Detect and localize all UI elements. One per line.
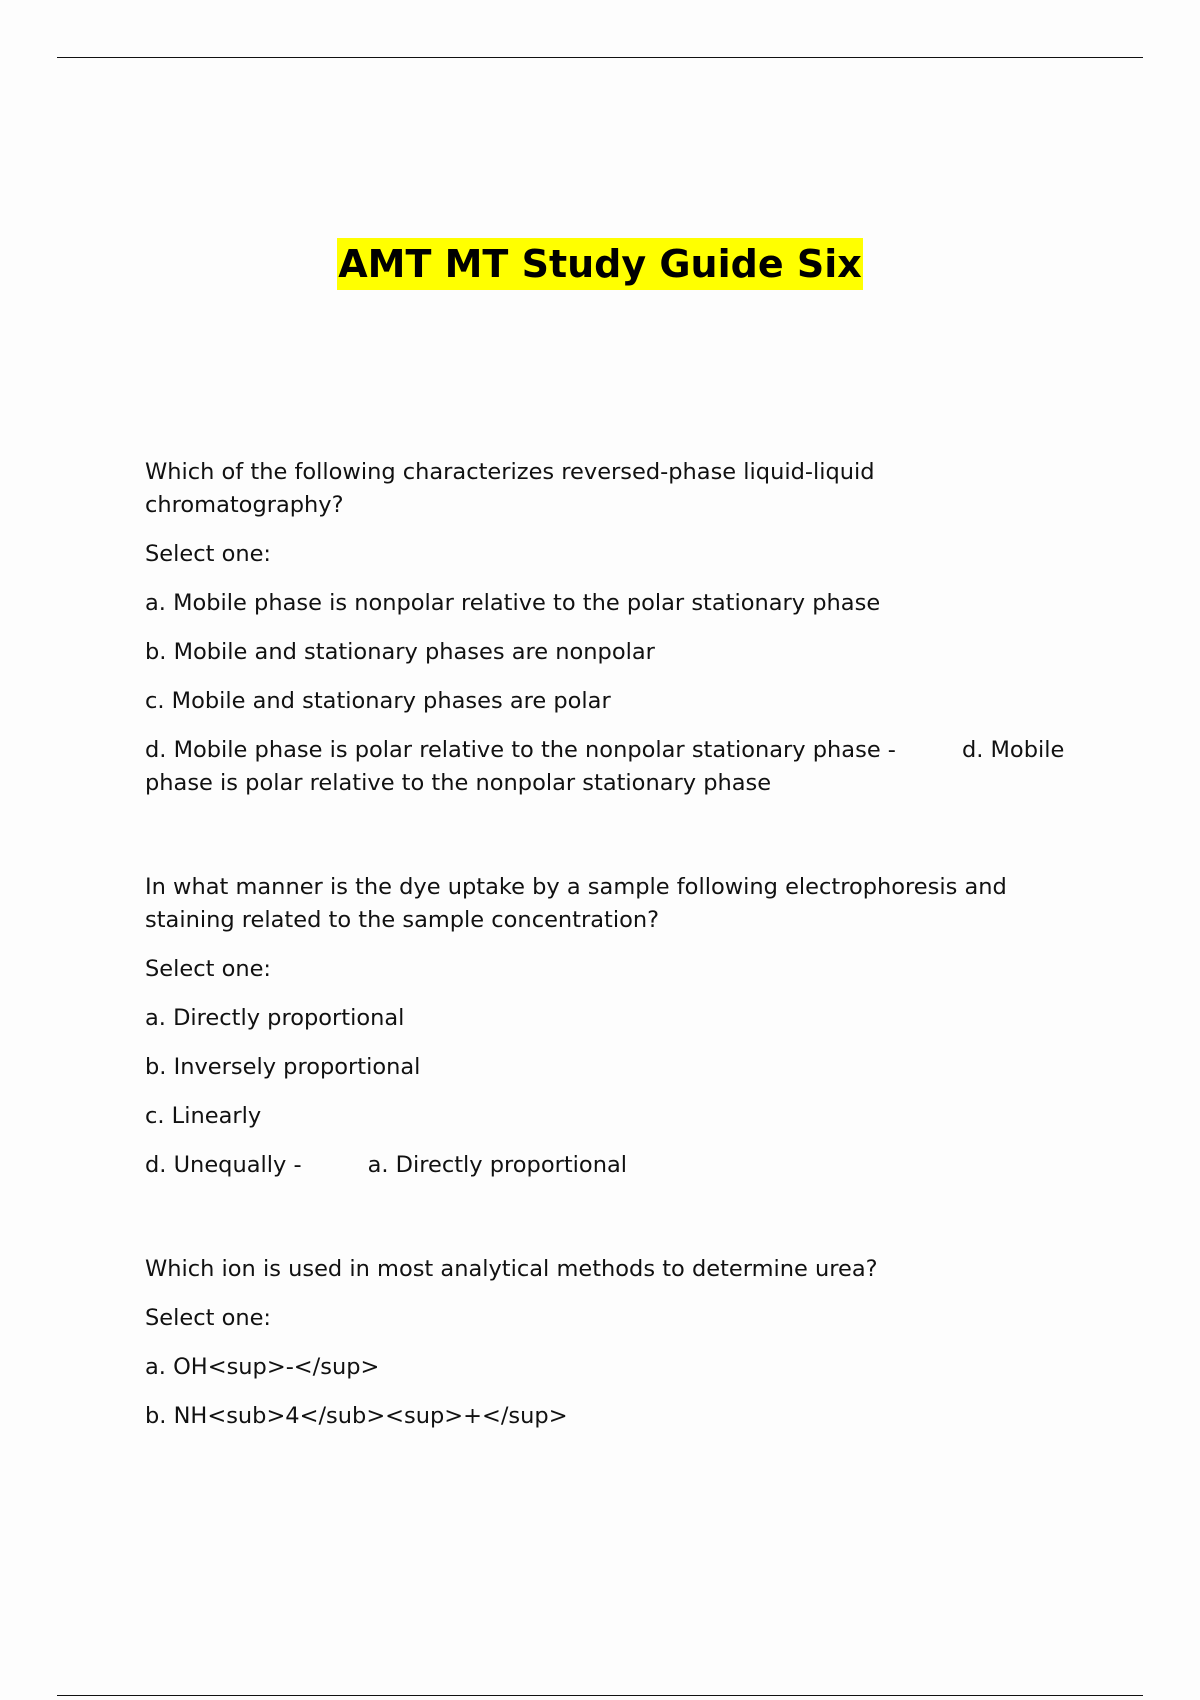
document-title: AMT MT Study Guide Six	[337, 238, 863, 290]
select-one-label: Select one:	[145, 1305, 272, 1331]
option-d: d. Unequally -	[145, 1152, 302, 1178]
answer-text: d. Mobile phase is polar relative to the nonpolar stationary phase	[145, 737, 1065, 796]
option-c: c. Mobile and stationary phases are polar	[145, 688, 611, 714]
option-b: b. Inversely proportional	[145, 1054, 421, 1080]
option-d-with-answer	[145, 1149, 1080, 1182]
option-b: b. NH<sub>4</sub><sup>+</sup>	[145, 1403, 568, 1429]
question-text: Which ion is used in most analytical methods to determine urea?	[145, 1256, 878, 1282]
question-text: Which of the following characterizes reversed-phase liquid-liquid chromatography?	[145, 459, 875, 518]
option-a: a. Directly proportional	[145, 1005, 405, 1031]
bottom-rule	[57, 1695, 1143, 1696]
questions-content	[145, 456, 1080, 1504]
question-block-1	[145, 456, 1080, 800]
option-d: d. Mobile phase is polar relative to the nonpolar stationary phase -	[145, 737, 896, 763]
question-text: In what manner is the dye uptake by a sample following electrophoresis and staining related to the sample concentration?	[145, 874, 1007, 933]
option-b: b. Mobile and stationary phases are nonpolar	[145, 639, 655, 665]
option-a: a. OH<sup>-</sup>	[145, 1354, 380, 1380]
select-one-label: Select one:	[145, 956, 272, 982]
title-container	[0, 238, 1200, 290]
option-d-with-answer	[145, 734, 1080, 800]
question-block-3	[145, 1253, 1080, 1433]
answer-text: a. Directly proportional	[367, 1152, 627, 1178]
question-block-2	[145, 871, 1080, 1182]
select-one-label: Select one:	[145, 541, 272, 567]
top-rule	[57, 57, 1143, 58]
option-c: c. Linearly	[145, 1103, 262, 1129]
option-a: a. Mobile phase is nonpolar relative to the polar stationary phase	[145, 590, 881, 616]
